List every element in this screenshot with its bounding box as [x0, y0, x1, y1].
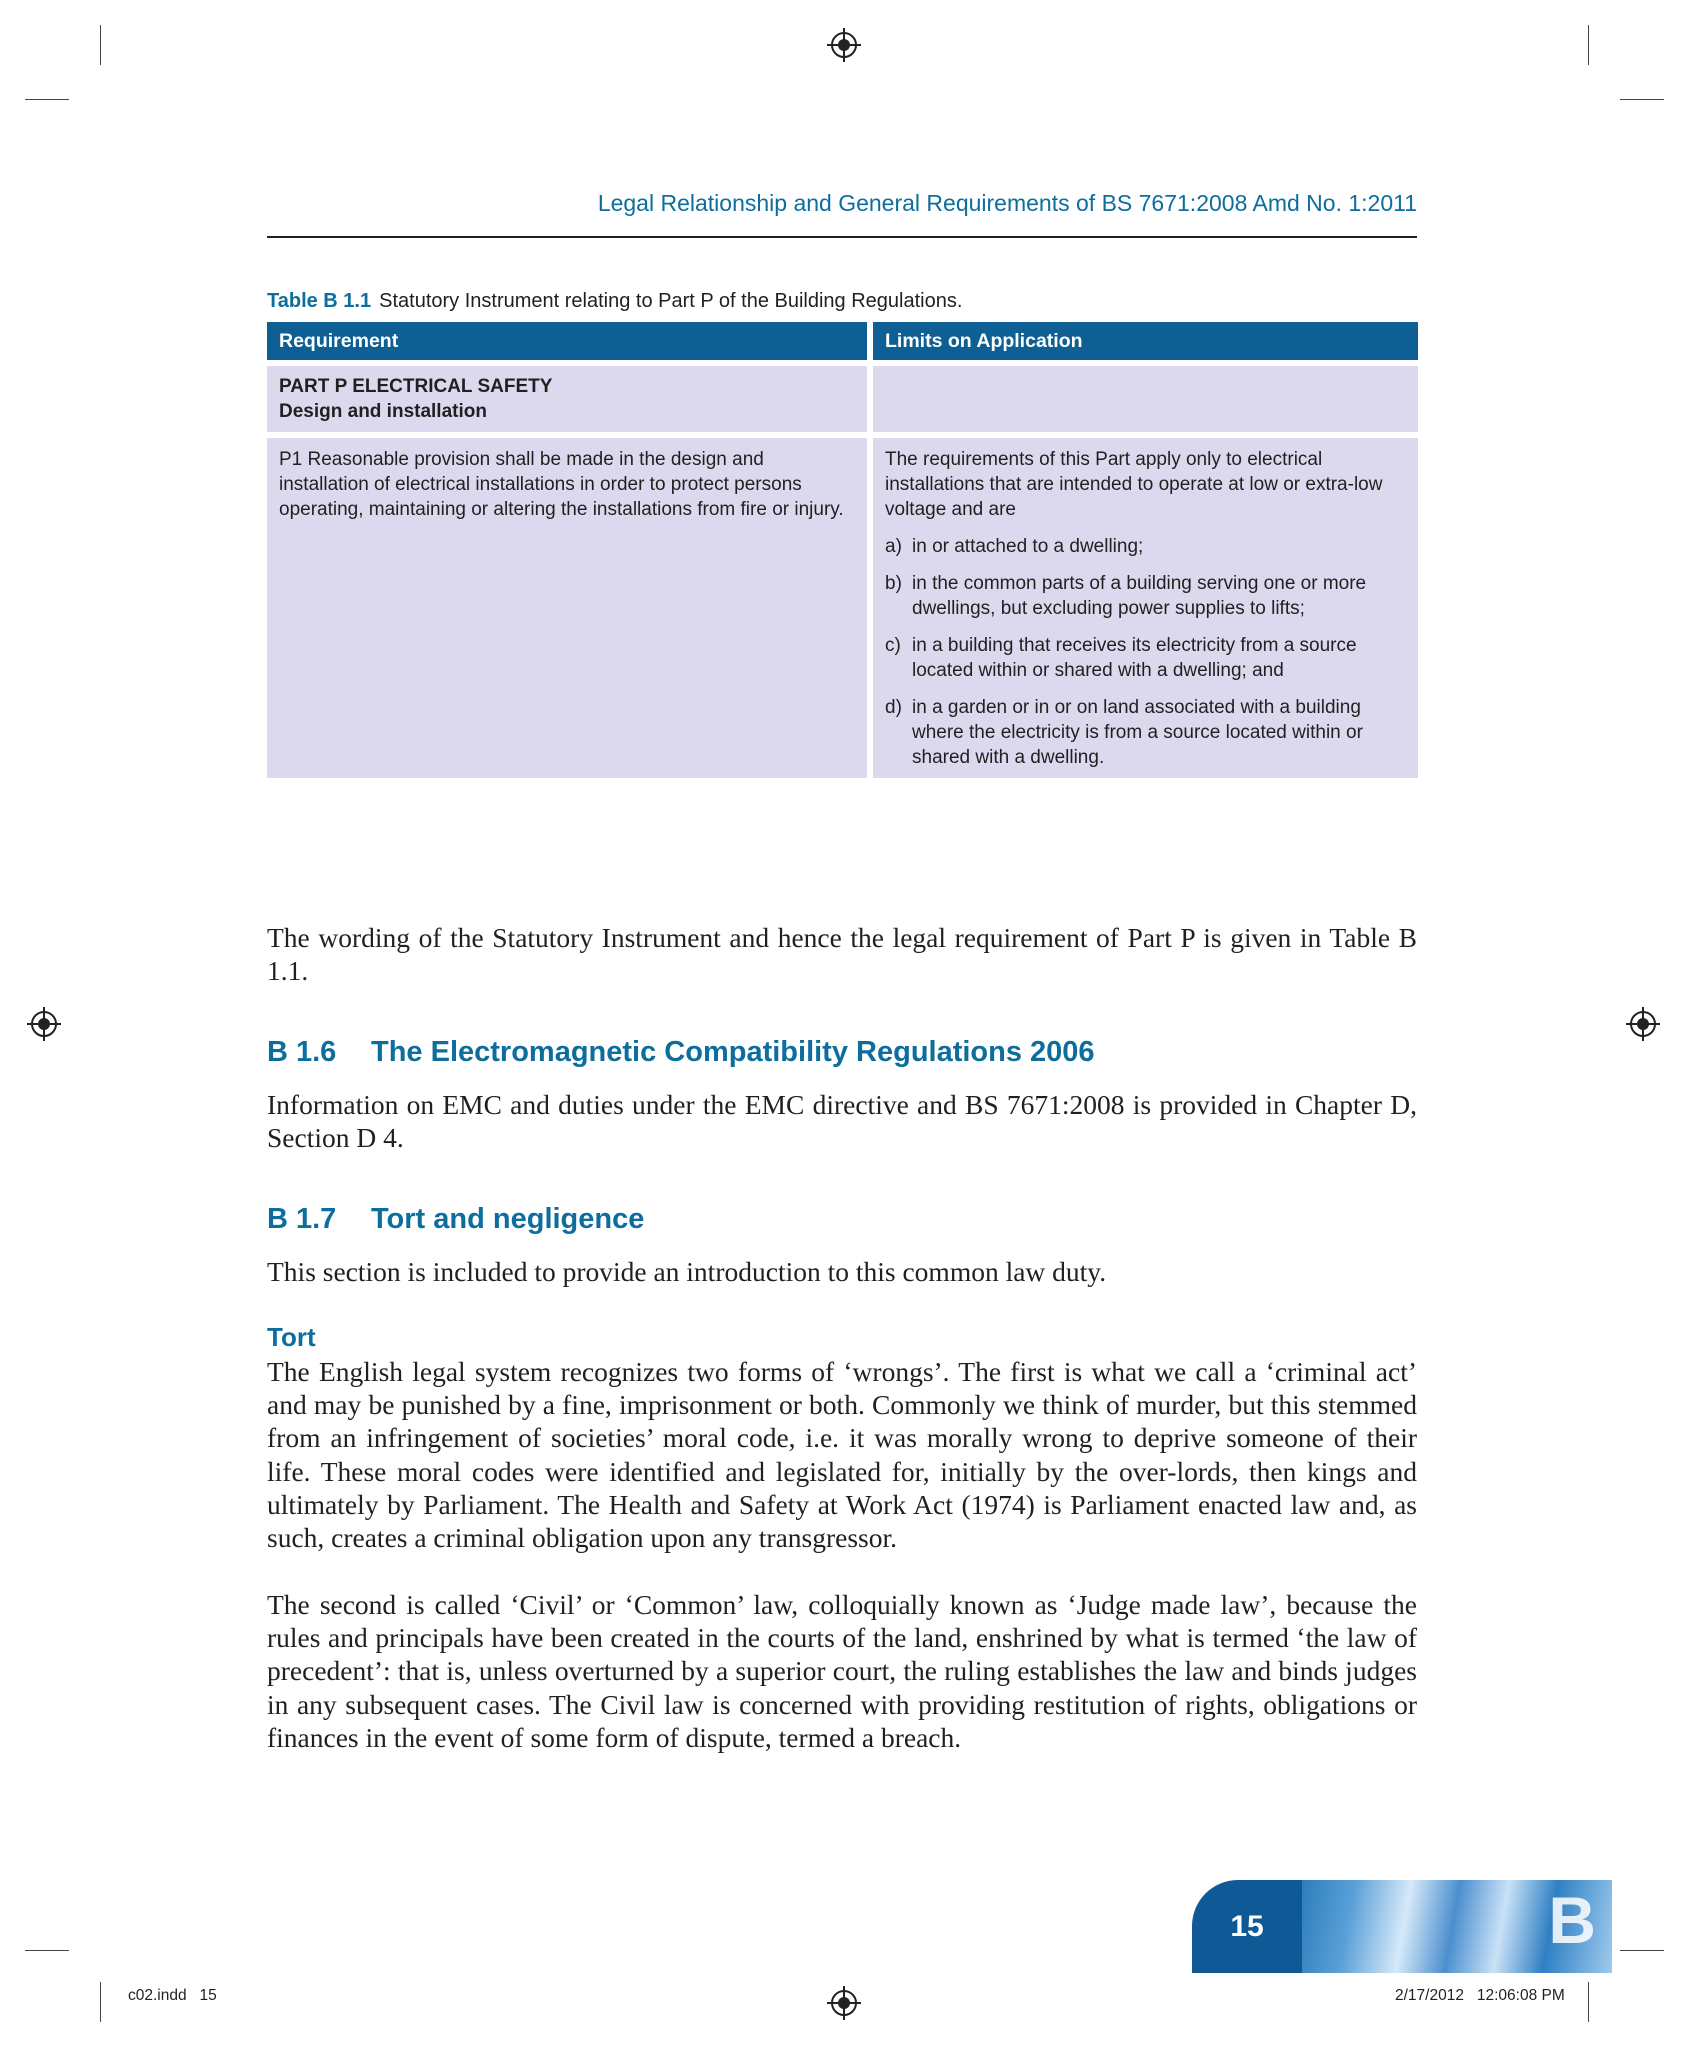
table-cell-limits — [873, 438, 1418, 778]
table-row — [267, 438, 1418, 778]
table-caption-label: Table B 1.1 — [267, 290, 372, 312]
subheading-tort: Tort — [267, 1322, 316, 1352]
requirement-text: P1 Reasonable provision shall be made in the design and installation of electrical installations in order to protect persons operating, maintaining or altering the installations from fire or injury. — [279, 449, 844, 520]
section-b16-paragraph: Information on EMC and duties under the EMC directive and BS 7671:2008 is provided in Chapter D, Section D 4. — [267, 1089, 1417, 1154]
limits-list — [885, 534, 1406, 770]
section-number: B 1.6 — [267, 1036, 337, 1068]
list-item-text: in the common parts of a building serving one or more dwellings, but excluding power supplies to lifts; — [912, 573, 1367, 619]
table-cell-requirement — [267, 438, 873, 778]
header-rule — [267, 236, 1417, 238]
list-marker: d) — [885, 697, 902, 718]
list-item-text: in or attached to a dwelling; — [912, 536, 1144, 557]
crop-mark — [100, 25, 101, 65]
table-caption — [267, 290, 1417, 313]
list-item — [885, 534, 1406, 559]
list-marker: a) — [885, 536, 902, 557]
crop-mark — [25, 1950, 69, 1951]
page-number: 15 — [1192, 1880, 1302, 1973]
intro-paragraph: The wording of the Statutory Instrument and hence the legal requirement of Part P is given in Table B 1.1. — [267, 922, 1417, 987]
crop-mark — [1588, 1982, 1589, 2022]
list-marker: b) — [885, 573, 902, 594]
list-item — [885, 633, 1406, 683]
registration-mark-icon — [1630, 1011, 1656, 1037]
section-b17-paragraph: This section is included to provide an introduction to this common law duty. — [267, 1256, 1107, 1287]
running-header: Legal Relationship and General Requirements of BS 7671:2008 Amd No. 1:2011 — [597, 190, 1417, 216]
table-caption-text: Statutory Instrument relating to Part P of the Building Regulations. — [379, 290, 963, 312]
crop-mark — [100, 1982, 101, 2022]
chapter-letter: B — [1548, 1883, 1596, 1957]
chapter-tab-graphic — [1279, 1880, 1612, 1973]
table-row — [267, 366, 1418, 438]
page-tab — [1192, 1880, 1612, 1973]
slug-file: c02.indd 15 — [128, 1987, 217, 2004]
crop-mark — [1588, 25, 1589, 65]
list-marker: c) — [885, 635, 901, 656]
section-title: Tort and negligence — [371, 1203, 645, 1235]
tort-paragraph-1: The English legal system recognizes two forms of ‘wrongs’. The first is what we call a ‘criminal act’ and may be punished by a fine, imprisonment or both. Commonly we think of murder, but this stemmed from an infringement of societies’ moral code, i.e. it was morally wrong to deprive someone of their life. These moral codes were identified and legislated for, initially by the over-lords, then kings and ultimately by Parliament. The Health and Safety at Work Act (1974) is Parliament enacted law and, as such, creates a criminal obligation upon any transgressor. — [267, 1356, 1417, 1554]
table-cell-part-title — [267, 366, 873, 438]
list-item — [885, 571, 1406, 621]
table-cell-empty — [873, 366, 1418, 438]
registration-mark-icon — [31, 1011, 57, 1037]
table-header-limits: Limits on Application — [873, 322, 1418, 366]
slug-timestamp: 2/17/2012 12:06:08 PM — [1395, 1987, 1565, 2004]
list-item-text: in a building that receives its electricity from a source located within or shared with a dwelling; and — [912, 635, 1357, 681]
table-header-requirement: Requirement — [267, 322, 873, 366]
section-heading-b16 — [267, 1036, 1417, 1069]
registration-mark-icon — [831, 32, 857, 58]
list-item — [885, 695, 1406, 770]
crop-mark — [25, 99, 69, 100]
part-subtitle: Design and installation — [279, 401, 487, 422]
section-title: The Electromagnetic Compatibility Regulations 2006 — [371, 1036, 1095, 1068]
table-header-row — [267, 322, 1418, 366]
registration-mark-icon — [831, 1990, 857, 2016]
list-item-text: in a garden or in or on land associated with a building where the electricity is from a source located within or shared with a dwelling. — [912, 697, 1363, 768]
crop-mark — [1620, 99, 1664, 100]
section-number: B 1.7 — [267, 1203, 337, 1235]
limits-intro: The requirements of this Part apply only to electrical installations that are intended to operate at low or extra-low voltage and are — [885, 449, 1383, 520]
statutory-instrument-table — [267, 322, 1418, 778]
section-heading-b17 — [267, 1203, 1417, 1236]
part-title: PART P ELECTRICAL SAFETY — [279, 376, 553, 397]
tort-paragraph-2: The second is called ‘Civil’ or ‘Common’ law, colloquially known as ‘Judge made law’, because the rules and principals have been created in the courts of the land, enshrined by what is termed ‘the law of precedent’: that is, unless overturned by a superior court, the ruling establishes the law and binds judges in any subsequent cases. The Civil law is concerned with providing restitution of rights, obligations or finances in the event of some form of dispute, termed a breach. — [267, 1589, 1417, 1753]
crop-mark — [1620, 1950, 1664, 1951]
